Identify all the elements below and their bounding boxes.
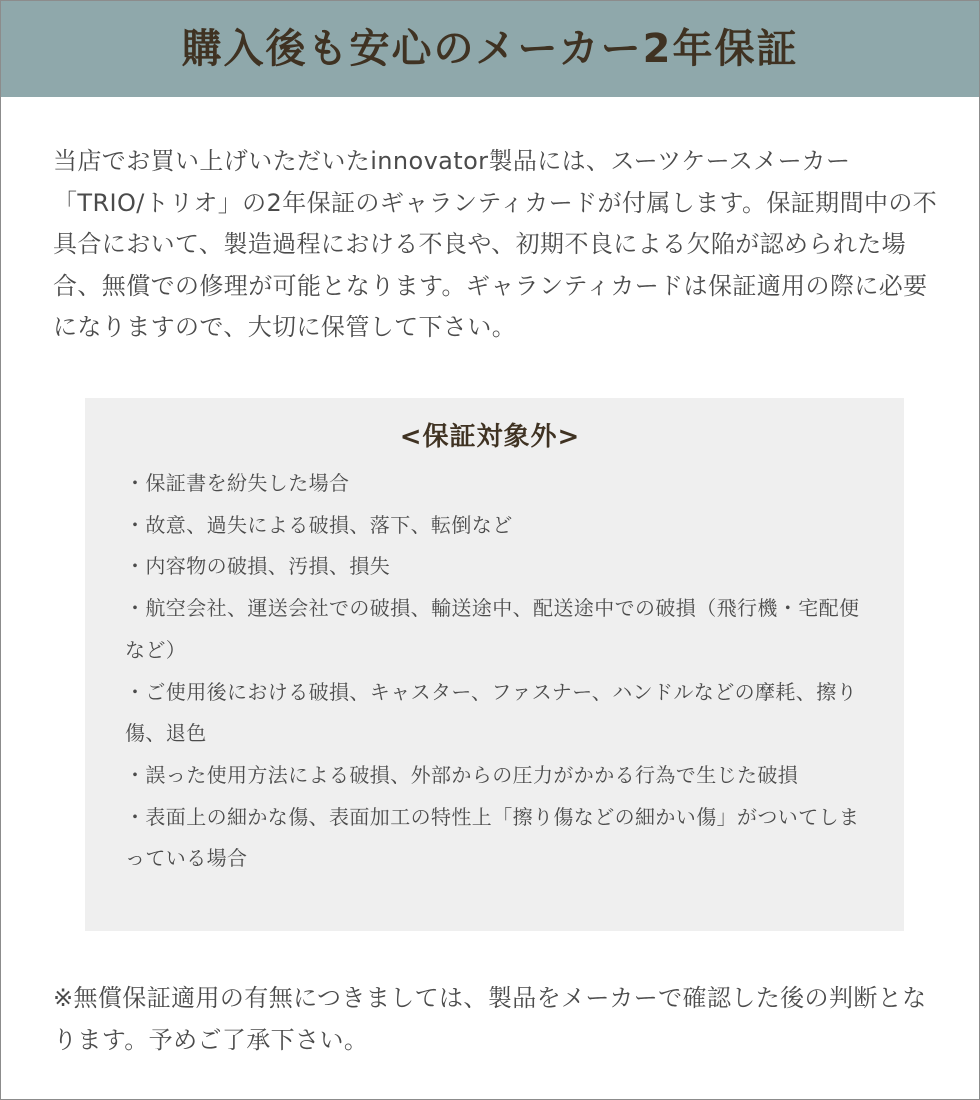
exclusion-item: ・表面上の細かな傷、表面加工の特性上「擦り傷などの細かい傷」がついてしまっている場合 — [125, 804, 860, 871]
exclusion-item: ・誤った使用方法による破損、外部からの圧力がかかる行為で生じた破損 — [125, 762, 799, 787]
exclusion-list — [125, 463, 867, 880]
exclusion-item: ・保証書を紛失した場合 — [125, 471, 350, 495]
intro-paragraph: 当店でお買い上げいただいたinnovator製品には、スーツケースメーカー「TRIO/トリオ」の2年保証のギャランティカードが付属します。保証期間中の不具合において、製造過程における不良や、初期不良による欠陥が認められた場合、無償での修理が可能となります。ギャランティカードは保証適用の際に必要になりますので、大切に保管して下さい。 — [53, 147, 938, 341]
page-title: 購入後も安心のメーカー2年保証 — [181, 26, 799, 72]
header-bar — [1, 1, 979, 97]
exclusion-title: <保証対象外> — [399, 422, 581, 452]
exclusion-item: ・航空会社、運送会社での破損、輸送途中、配送途中での破損（飛行機・宅配便など） — [125, 596, 860, 662]
warranty-note: ※無償保証適用の有無につきましては、製品をメーカーで確認した後の判断となります。予めご了承下さい。 — [53, 984, 927, 1054]
exclusion-item: ・内容物の破損、汚損、損失 — [125, 554, 391, 579]
exclusion-item: ・ご使用後における破損、キャスター、ファスナー、ハンドルなどの摩耗、擦り傷、退色 — [125, 679, 857, 746]
exclusion-item: ・故意、過失による破損、落下、転倒など — [125, 512, 513, 537]
